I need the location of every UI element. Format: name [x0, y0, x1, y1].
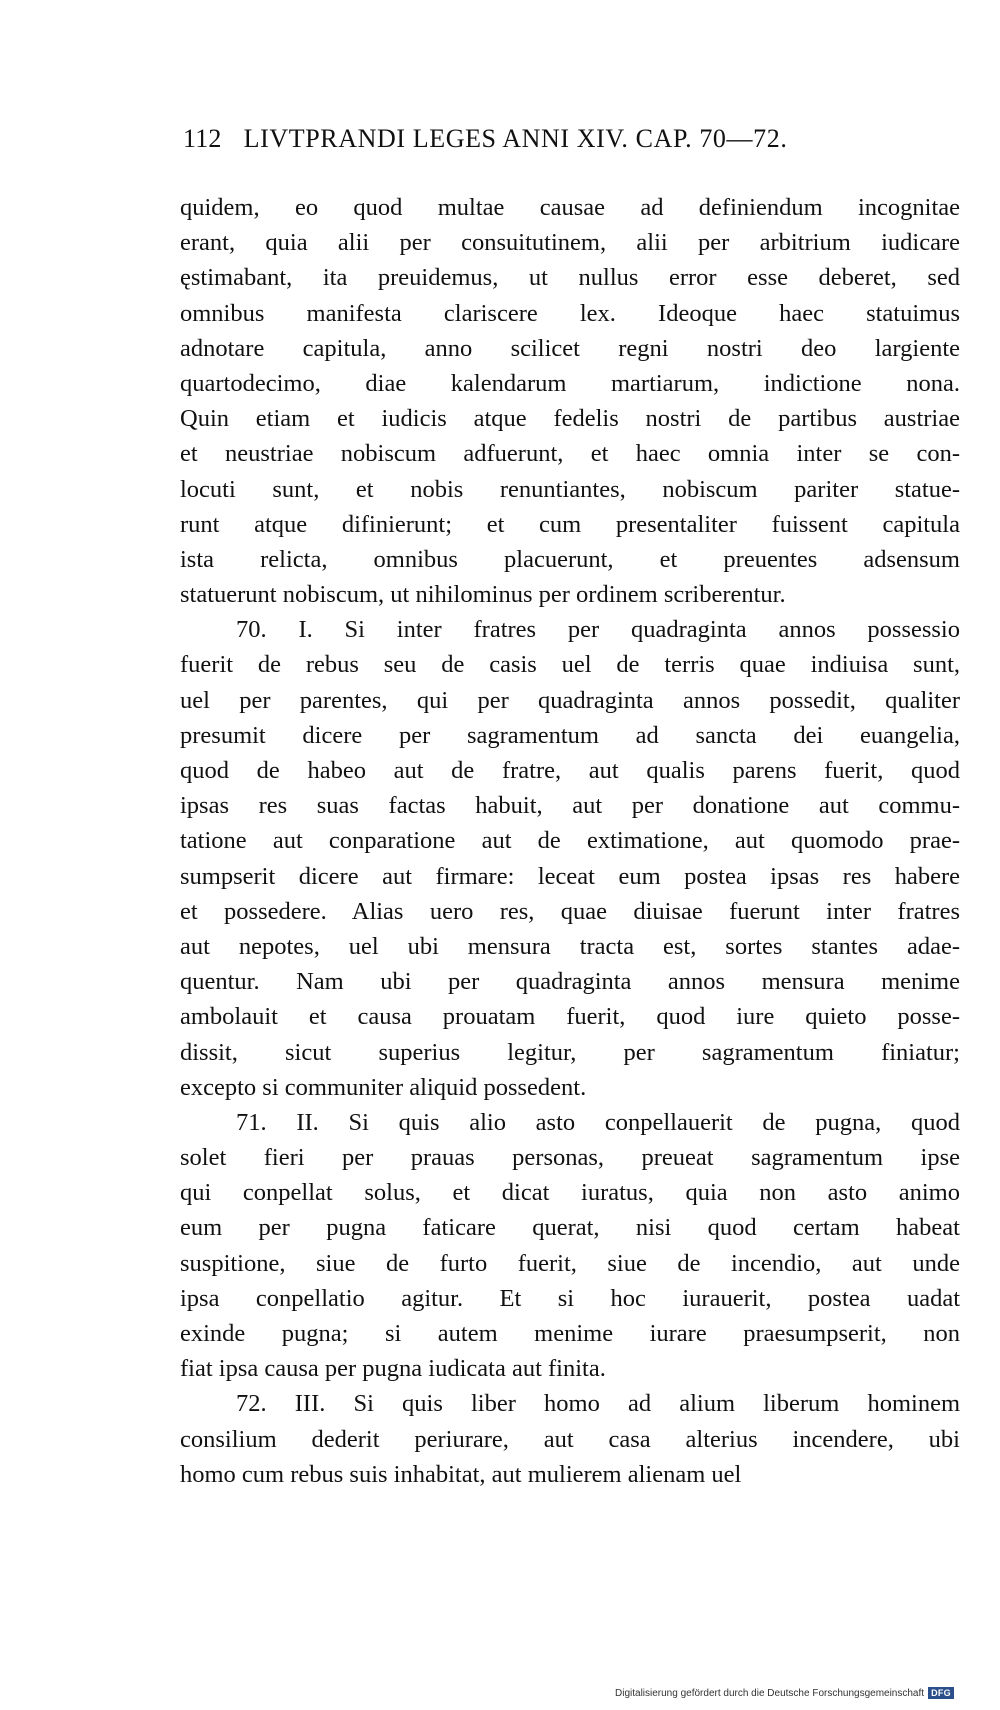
text-line: statuerunt nobiscum, ut nihilominus per ordinem scriberentur.: [180, 581, 786, 609]
text-line: omnibus manifesta clariscere lex. Ideoque haec statuimus: [180, 299, 960, 327]
text-line: erant, quia alii per consuitutinem, alii per arbitrium iudicare: [180, 229, 960, 257]
text-line: sumpserit dicere aut firmare: leceat eum postea ipsas res habere: [180, 862, 960, 890]
text-line: quentur. Nam ubi per quadraginta annos mensura menime: [180, 968, 960, 996]
text-line: qui conpellat solus, et dicat iuratus, quia non asto animo: [180, 1179, 960, 1207]
credit-text: Digitalisierung gefördert durch die Deutsche Forschungsgemeinschaft: [615, 1687, 925, 1699]
running-header: [183, 124, 898, 154]
text-line: fiat ipsa causa per pugna iudicata aut finita.: [180, 1355, 606, 1383]
text-line: locuti sunt, et nobis renuntiantes, nobiscum pariter statue-: [180, 475, 960, 503]
text-line: exinde pugna; si autem menime iurare praesumpserit, non: [180, 1320, 960, 1347]
dfg-logo: DFG: [928, 1687, 954, 1699]
text-line: quartodecimo, diae kalendarum martiarum, indictione nona.: [180, 369, 960, 397]
text-line: 72. III. Si quis liber homo ad alium liberum hominem: [236, 1390, 960, 1418]
text-line: suspitione, siue de furto fuerit, siue de incendio, aut unde: [180, 1249, 960, 1277]
text-line: ipsa conpellatio agitur. Et si hoc iurauerit, postea uadat: [180, 1284, 960, 1312]
text-line: et possedere. Alias uero res, quae diuisae fuerunt inter fratres: [180, 897, 960, 925]
text-line: et neustriae nobiscum adfuerunt, et haec omnia inter se con-: [180, 440, 960, 468]
text-line: runt atque difinierunt; et cum presentaliter fuissent capitula: [180, 510, 960, 538]
text-line: 70. I. Si inter fratres per quadraginta annos possessio: [236, 616, 960, 644]
text-line: ambolauit et causa prouatam fuerit, quod iure quieto posse-: [180, 1003, 960, 1031]
text-line: uel per parentes, qui per quadraginta annos possedit, qualiter: [180, 686, 960, 714]
page-number: 112: [183, 124, 222, 153]
text-line: ista relicta, omnibus placuerunt, et preuentes adsensum: [180, 545, 960, 573]
digitization-credit: [615, 1687, 954, 1699]
text-line: solet fieri per prauas personas, preueat sagramentum ipse: [180, 1144, 960, 1172]
text-line: tatione aut conparatione aut de extimatione, aut quomodo prae-: [180, 827, 960, 855]
running-title: LIVTPRANDI LEGES ANNI XIV. CAP. 70—72.: [243, 124, 788, 153]
text-line: aut nepotes, uel ubi mensura tracta est, sortes stantes adae-: [180, 932, 960, 960]
text-line: excepto si communiter aliquid possedent.: [180, 1073, 587, 1101]
text-line: ęstimabant, ita preuidemus, ut nullus error esse deberet, sed: [180, 264, 960, 292]
text-line: quod de habeo aut de fratre, aut qualis parens fuerit, quod: [180, 757, 960, 784]
text-line: homo cum rebus suis inhabitat, aut mulierem alienam uel: [180, 1460, 742, 1488]
text-line: presumit dicere per sagramentum ad sancta dei euangelia,: [180, 721, 960, 749]
text-line: consilium dederit periurare, aut casa alterius incendere, ubi: [180, 1425, 960, 1453]
text-line: quidem, eo quod multae causae ad definiendum incognitae: [180, 194, 960, 221]
text-line: ipsas res suas factas habuit, aut per donatione aut commu-: [180, 792, 960, 820]
text-line: fuerit de rebus seu de casis uel de terris quae indiuisa sunt,: [180, 651, 960, 679]
text-line: adnotare capitula, anno scilicet regni nostri deo largiente: [180, 334, 960, 362]
text-line: eum per pugna faticare querat, nisi quod certam habeat: [180, 1214, 960, 1242]
body-text: [180, 190, 960, 1492]
text-line: dissit, sicut superius legitur, per sagramentum finiatur;: [180, 1038, 960, 1066]
text-line: 71. II. Si quis alio asto conpellauerit de pugna, quod: [236, 1108, 960, 1136]
text-line: Quin etiam et iudicis atque fedelis nostri de partibus austriae: [180, 405, 960, 433]
